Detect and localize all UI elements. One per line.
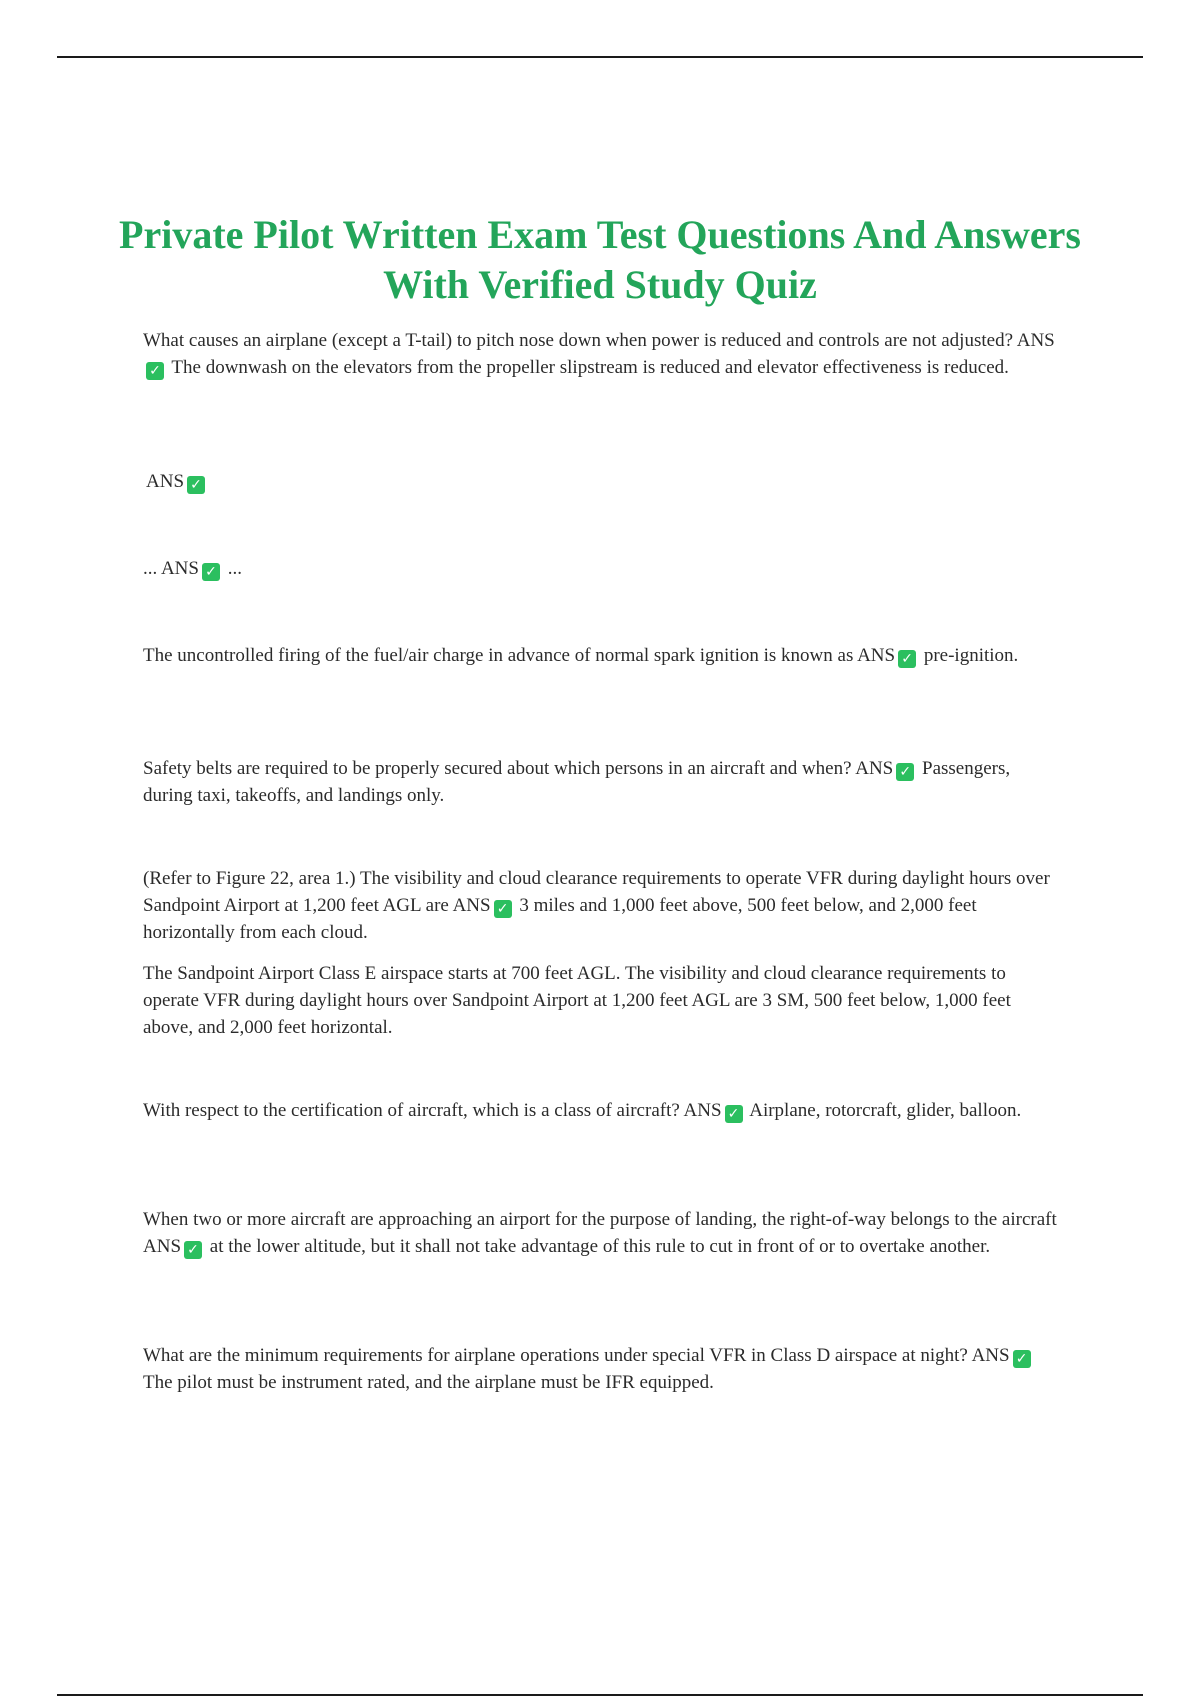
ans-label: ANS <box>857 645 896 666</box>
qa-item <box>143 1206 1063 1260</box>
check-mark-icon: ✓ <box>1013 1350 1031 1368</box>
ans-label: ANS <box>452 895 491 916</box>
qa-item <box>143 1342 1063 1396</box>
question-text: With respect to the certification of aircraft, which is a class of aircraft? <box>143 1100 680 1121</box>
answer-text: The pilot must be instrument rated, and the airplane must be IFR equipped. <box>143 1372 714 1393</box>
answer-text: Passengers, during taxi, takeoffs, and landings only. <box>143 758 1011 806</box>
question-text: ... <box>143 558 158 579</box>
qa-item <box>143 555 1063 582</box>
ans-label: ANS <box>160 558 199 579</box>
top-rule <box>57 56 1143 58</box>
check-mark-icon: ✓ <box>898 650 916 668</box>
question-text: (Refer to Figure 22, area 1.) The visibility and cloud clearance requirements to operate VFR during daylight hours over Sandpoint Airport at 1,200 feet AGL are <box>143 868 1050 916</box>
check-mark-icon: ✓ <box>184 1241 202 1259</box>
answer-text: Airplane, rotorcraft, glider, balloon. <box>749 1100 1022 1121</box>
ans-label: ANS <box>143 1236 182 1257</box>
bottom-rule <box>57 1694 1143 1696</box>
ans-label: ANS <box>971 1345 1010 1366</box>
check-mark-icon: ✓ <box>494 900 512 918</box>
check-mark-icon: ✓ <box>202 563 220 581</box>
qa-item <box>143 865 1063 946</box>
answer-text: The downwash on the elevators from the propeller slipstream is reduced and elevator effectiveness is reduced. <box>171 357 1009 378</box>
question-text: The uncontrolled firing of the fuel/air charge in advance of normal spark ignition is known as <box>143 645 854 666</box>
answer-text: 3 miles and 1,000 feet above, 500 feet below, and 2,000 feet horizontally from each cloud. <box>143 895 977 943</box>
check-mark-icon: ✓ <box>187 476 205 494</box>
answer-text: pre-ignition. <box>923 645 1019 666</box>
ans-label: ANS <box>855 758 894 779</box>
ans-label: ANS <box>1016 330 1055 351</box>
qa-item <box>146 468 1066 495</box>
qa-item <box>143 755 1063 809</box>
check-mark-icon: ✓ <box>725 1105 743 1123</box>
qa-item <box>143 1097 1063 1124</box>
explanation-text: The Sandpoint Airport Class E airspace starts at 700 feet AGL. The visibility and cloud clearance requirements to operate VFR during daylight hours over Sandpoint Airport at 1,200 feet AGL are 3 SM, 500 feet below, 1,000 feet above, and 2,000 feet horizontal. <box>143 963 1011 1038</box>
question-text: What causes an airplane (except a T-tail) to pitch nose down when power is reduced and controls are not adjusted? <box>143 330 1014 351</box>
question-text: What are the minimum requirements for airplane operations under special VFR in Class D airspace at night? <box>143 1345 968 1366</box>
document-title: Private Pilot Written Exam Test Questions And Answers With Verified Study Quiz <box>119 212 1081 307</box>
qa-item <box>143 327 1063 381</box>
ans-label: ANS <box>146 471 185 492</box>
qa-item <box>143 642 1063 669</box>
check-mark-icon: ✓ <box>896 763 914 781</box>
question-text: When two or more aircraft are approaching an airport for the purpose of landing, the right-of-way belongs to the aircraft <box>143 1209 1057 1230</box>
ans-label: ANS <box>683 1100 722 1121</box>
answer-text: at the lower altitude, but it shall not take advantage of this rule to cut in front of or to overtake another. <box>209 1236 991 1257</box>
check-mark-icon: ✓ <box>146 362 164 380</box>
question-text: Safety belts are required to be properly secured about which persons in an aircraft and when? <box>143 758 852 779</box>
answer-text: ... <box>227 558 242 579</box>
